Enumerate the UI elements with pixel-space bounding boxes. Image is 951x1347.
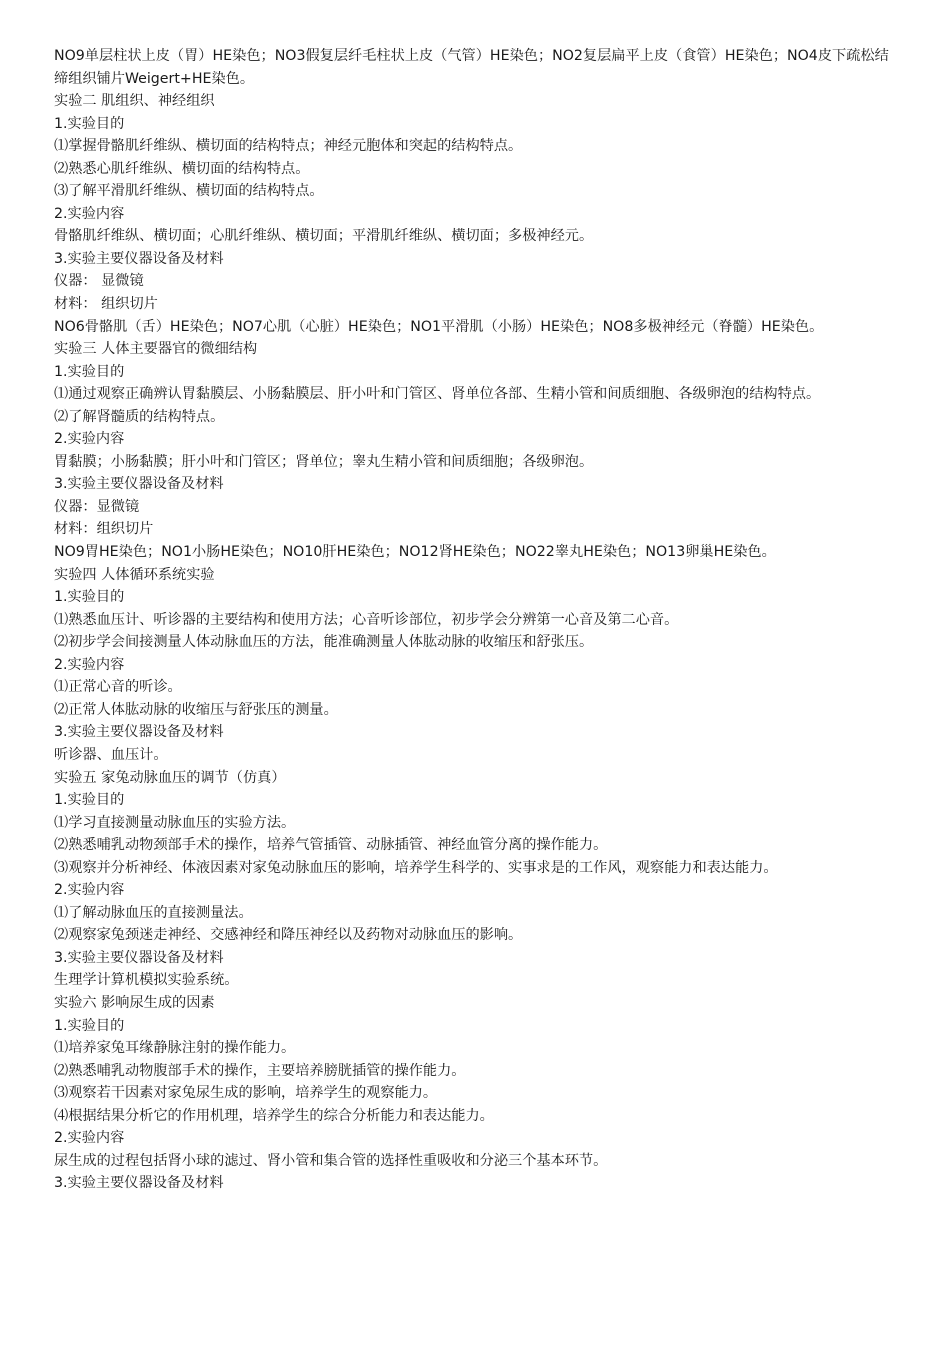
list-item: ⑴了解动脉血压的直接测量法。 <box>54 904 253 921</box>
text-line: 仪器： 显微镜 <box>54 273 144 290</box>
list-item: ⑶观察若干因素对家兔尿生成的影响，培养学生的观察能力。 <box>54 1085 438 1102</box>
list-item: ⑵了解肾髓质的结构特点。 <box>54 408 225 425</box>
subsection-heading: 3.实验主要仪器设备及材料 <box>54 476 224 493</box>
subsection-heading: 3.实验主要仪器设备及材料 <box>54 1175 224 1192</box>
text-line: 生理学计算机模拟实验系统。 <box>54 972 239 989</box>
list-item: ⑴熟悉血压计、听诊器的主要结构和使用方法；心音听诊部位，初步学会分辨第一心音及第二心音。 <box>54 611 679 628</box>
list-item: ⑵熟悉心肌纤维纵、横切面的结构特点。 <box>54 160 310 177</box>
list-item: ⑴学习直接测量动脉血压的实验方法。 <box>54 814 296 831</box>
text-line: NO9单层柱状上皮（胃）HE染色；NO3假复层纤毛柱状上皮（气管）HE染色；NO2复层扁平上皮（食管）HE染色；NO4皮下疏松结缔组织铺片Weigert+HE染色。 <box>54 48 889 87</box>
list-item: ⑶观察并分析神经、体液因素对家兔动脉血压的影响，培养学生科学的、实事求是的工作风，观察能力和表达能力。 <box>54 859 778 876</box>
list-item: ⑴通过观察正确辨认胃黏膜层、小肠黏膜层、肝小叶和门管区、肾单位各部、生精小管和间质细胞、各级卵泡的结构特点。 <box>54 386 821 403</box>
list-item: ⑵观察家兔颈迷走神经、交感神经和降压神经以及药物对动脉血压的影响。 <box>54 927 523 944</box>
section-heading: 实验四 人体循环系统实验 <box>54 566 215 583</box>
text-line: NO6骨骼肌（舌）HE染色；NO7心肌（心脏）HE染色；NO1平滑肌（小肠）HE染色；NO8多极神经元（脊髓）HE染色。 <box>54 318 824 335</box>
list-item: ⑴培养家兔耳缘静脉注射的操作能力。 <box>54 1040 296 1057</box>
text-line: 胃黏膜；小肠黏膜；肝小叶和门管区；肾单位；睾丸生精小管和间质细胞；各级卵泡。 <box>54 453 594 470</box>
list-item: ⑶了解平滑肌纤维纵、横切面的结构特点。 <box>54 183 324 200</box>
subsection-heading: 1.实验目的 <box>54 363 125 380</box>
section-heading: 实验五 家兔动脉血压的调节（仿真） <box>54 769 286 786</box>
subsection-heading: 1.实验目的 <box>54 1017 125 1034</box>
subsection-heading: 2.实验内容 <box>54 882 125 899</box>
text-line: 仪器：显微镜 <box>54 498 140 515</box>
subsection-heading: 3.实验主要仪器设备及材料 <box>54 724 224 741</box>
section-heading: 实验二 肌组织、神经组织 <box>54 93 215 110</box>
list-item: ⑵熟悉哺乳动物腹部手术的操作，主要培养膀胱插管的操作能力。 <box>54 1062 466 1079</box>
subsection-heading: 2.实验内容 <box>54 656 125 673</box>
list-item: ⑵初步学会间接测量人体动脉血压的方法，能准确测量人体肱动脉的收缩压和舒张压。 <box>54 634 594 651</box>
subsection-heading: 3.实验主要仪器设备及材料 <box>54 949 224 966</box>
list-item: ⑷根据结果分析它的作用机理，培养学生的综合分析能力和表达能力。 <box>54 1107 494 1124</box>
text-line: 听诊器、血压计。 <box>54 746 168 763</box>
subsection-heading: 1.实验目的 <box>54 792 125 809</box>
subsection-heading: 1.实验目的 <box>54 115 125 132</box>
subsection-heading: 2.实验内容 <box>54 1130 125 1147</box>
list-item: ⑴掌握骨骼肌纤维纵、横切面的结构特点；神经元胞体和突起的结构特点。 <box>54 138 523 155</box>
list-item: ⑵正常人体肱动脉的收缩压与舒张压的测量。 <box>54 701 338 718</box>
text-line: 尿生成的过程包括肾小球的滤过、肾小管和集合管的选择性重吸收和分泌三个基本环节。 <box>54 1152 608 1169</box>
list-item: ⑵熟悉哺乳动物颈部手术的操作，培养气管插管、动脉插管、神经血管分离的操作能力。 <box>54 837 608 854</box>
text-line: 材料： 组织切片 <box>54 296 158 313</box>
subsection-heading: 2.实验内容 <box>54 431 125 448</box>
list-item: ⑴正常心音的听诊。 <box>54 679 182 696</box>
subsection-heading: 3.实验主要仪器设备及材料 <box>54 250 224 267</box>
section-heading: 实验三 人体主要器官的微细结构 <box>54 341 258 358</box>
text-line: NO9胃HE染色；NO1小肠HE染色；NO10肝HE染色；NO12肾HE染色；NO22睾丸HE染色；NO13卵巢HE染色。 <box>54 544 776 561</box>
text-line: 骨骼肌纤维纵、横切面；心肌纤维纵、横切面；平滑肌纤维纵、横切面；多极神经元。 <box>54 228 594 245</box>
subsection-heading: 1.实验目的 <box>54 589 125 606</box>
text-line: 材料：组织切片 <box>54 521 154 538</box>
section-heading: 实验六 影响尿生成的因素 <box>54 994 215 1011</box>
subsection-heading: 2.实验内容 <box>54 205 125 222</box>
